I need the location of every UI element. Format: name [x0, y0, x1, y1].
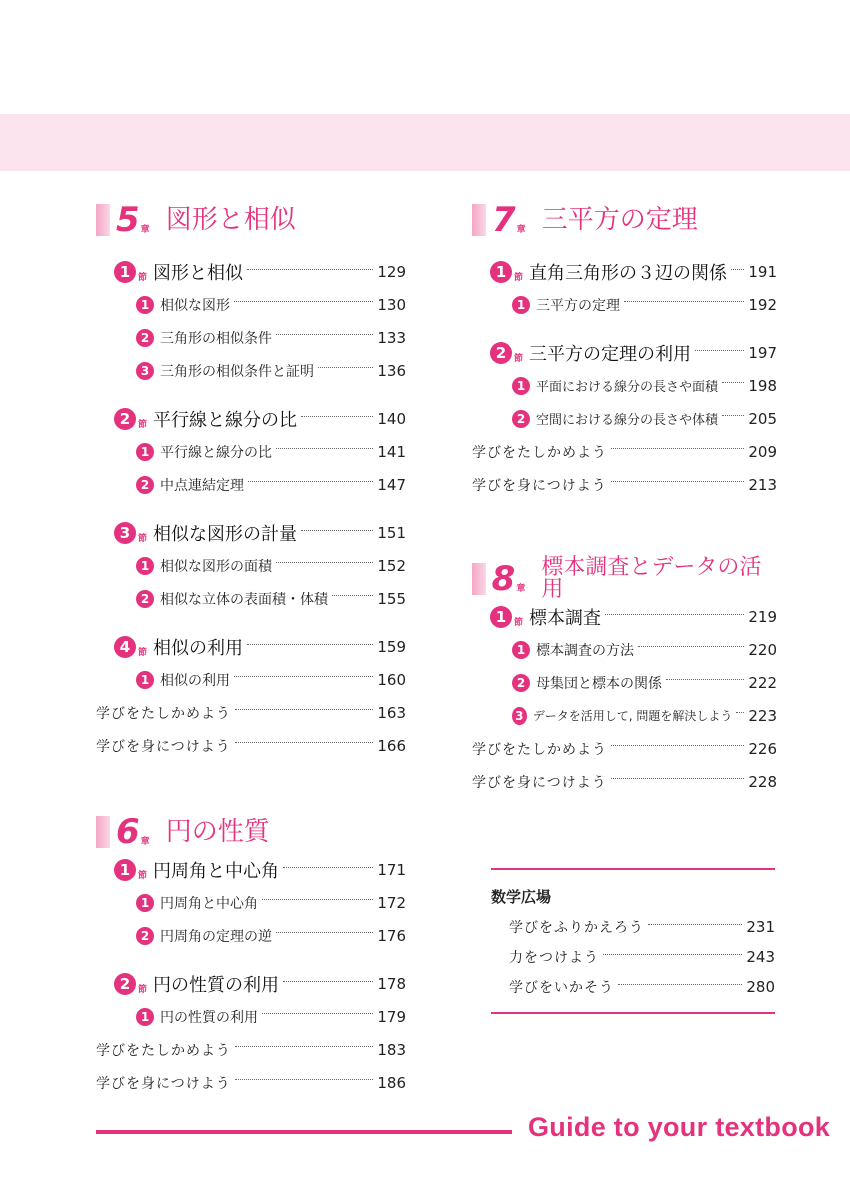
- section-mark: 節: [138, 984, 148, 995]
- leader-dots: [283, 981, 373, 982]
- chapter-5-heading[interactable]: [96, 200, 406, 240]
- subsection-number-badge: 2: [512, 410, 530, 428]
- subsection-number-badge: 1: [136, 1008, 154, 1026]
- section-title: 円の性質の利用: [153, 975, 280, 996]
- subsection-title: 円周角と中心角: [160, 895, 258, 912]
- toc-right-column: [472, 200, 777, 798]
- leader-dots: [695, 350, 744, 351]
- leader-dots: [618, 984, 742, 985]
- leader-dots: [648, 924, 742, 925]
- section-mark: 節: [514, 353, 524, 364]
- toc-subsection[interactable]: [472, 666, 777, 699]
- toc-extra[interactable]: [96, 1033, 406, 1066]
- leader-dots: [731, 269, 744, 270]
- section-title: 三平方の定理の利用: [529, 344, 692, 365]
- leader-dots: [276, 334, 373, 335]
- chapter-number: 5: [116, 200, 140, 240]
- header-band: [0, 114, 850, 171]
- chapter-8-heading[interactable]: [472, 555, 777, 602]
- footer-rule: [96, 1130, 512, 1134]
- page-number: 179: [377, 1007, 406, 1026]
- toc-section[interactable]: [96, 854, 406, 886]
- leader-dots: [666, 679, 744, 680]
- page-number: 222: [748, 673, 777, 692]
- toc-subsection[interactable]: [96, 354, 406, 387]
- section-number-badge: 1: [490, 261, 512, 283]
- leader-dots: [235, 709, 373, 710]
- toc-section[interactable]: [96, 517, 406, 549]
- chapter-6-heading[interactable]: [96, 812, 406, 852]
- section-title: 円周角と中心角: [153, 861, 280, 882]
- toc-extra[interactable]: [472, 732, 777, 765]
- toc-extra[interactable]: [472, 435, 777, 468]
- subsection-number-badge: 2: [136, 590, 154, 608]
- leader-dots: [247, 644, 373, 645]
- leader-dots: [611, 448, 744, 449]
- toc-extra[interactable]: [96, 729, 406, 762]
- page-number: 147: [377, 475, 406, 494]
- leader-dots: [235, 1079, 374, 1080]
- page-number: 186: [377, 1073, 406, 1092]
- leader-dots: [234, 301, 373, 302]
- toc-subsection[interactable]: [96, 1000, 406, 1033]
- extra-title: 学びをたしかめよう: [472, 444, 607, 461]
- chapter-title: 円の性質: [165, 817, 270, 847]
- subsection-number-badge: 3: [512, 707, 527, 725]
- toc-extra[interactable]: [472, 765, 777, 798]
- toc-extra[interactable]: [472, 468, 777, 501]
- chapter-mark: 章: [140, 836, 150, 847]
- toc-subsection[interactable]: [96, 549, 406, 582]
- toc-subsection[interactable]: [96, 582, 406, 615]
- page-number: 219: [748, 608, 777, 626]
- subsection-number-badge: 1: [136, 671, 154, 689]
- page-number: 183: [377, 1040, 406, 1059]
- leader-dots: [722, 415, 744, 416]
- toc-subsection[interactable]: [472, 699, 777, 732]
- chapter-title: 標本調査とデータの活用: [541, 555, 762, 602]
- leader-dots: [301, 416, 373, 417]
- section-mark: 節: [514, 272, 524, 283]
- section-mark: 節: [138, 647, 148, 658]
- subsection-number-badge: 1: [136, 296, 154, 314]
- page-number: 130: [377, 295, 406, 314]
- leader-dots: [248, 481, 373, 482]
- section-mark: 節: [514, 617, 524, 628]
- chapter-7-heading[interactable]: [472, 200, 777, 240]
- leader-dots: [262, 1013, 373, 1014]
- chapter-number: 7: [492, 200, 516, 240]
- subsection-title: 相似の利用: [160, 672, 230, 689]
- toc-subsection[interactable]: [96, 919, 406, 952]
- math-plaza-box: [491, 868, 775, 1014]
- page-number: 136: [377, 361, 406, 380]
- leader-dots: [624, 301, 744, 302]
- section-number-badge: 4: [114, 636, 136, 658]
- leader-dots: [611, 745, 744, 746]
- subsection-title: 平面における線分の長さや面積: [536, 380, 719, 395]
- section-title: 図形と相似: [153, 263, 244, 284]
- section-title: 直角三角形の３辺の関係: [529, 263, 728, 284]
- subsection-title: 相似な図形の面積: [160, 558, 272, 575]
- section-number-badge: 2: [114, 408, 136, 430]
- section-title: 標本調査: [529, 608, 602, 629]
- toc-subsection[interactable]: [472, 369, 777, 402]
- toc-section[interactable]: [96, 968, 406, 1000]
- leader-dots: [603, 954, 742, 955]
- extra-title: 学びを身につけよう: [96, 1075, 231, 1092]
- page-number: 155: [377, 589, 406, 608]
- toc-extra[interactable]: [509, 942, 775, 972]
- toc-section[interactable]: [472, 601, 777, 633]
- section-number-badge: 1: [114, 859, 136, 881]
- leader-dots: [301, 530, 373, 531]
- page-number: 159: [377, 638, 406, 656]
- toc-subsection[interactable]: [96, 288, 406, 321]
- page-number: 231: [746, 918, 775, 936]
- toc-extra[interactable]: [96, 1066, 406, 1099]
- extra-title: 学びをふりかえろう: [509, 920, 644, 936]
- section-mark: 節: [138, 272, 148, 283]
- subsection-title: 三角形の相似条件: [160, 330, 272, 347]
- subsection-title: 平行線と線分の比: [160, 444, 272, 461]
- page-number: 197: [748, 344, 777, 362]
- chapter-bar: [96, 816, 110, 848]
- page-number: 133: [377, 328, 406, 347]
- extra-title: 学びを身につけよう: [472, 477, 607, 494]
- subsection-title: 標本調査の方法: [536, 642, 634, 659]
- math-plaza-list: [509, 912, 775, 1002]
- subsection-number-badge: 1: [512, 377, 530, 395]
- leader-dots: [262, 899, 373, 900]
- page-number: 226: [748, 739, 777, 758]
- page-number: 166: [377, 736, 406, 755]
- subsection-number-badge: 3: [136, 362, 154, 380]
- toc-subsection[interactable]: [472, 633, 777, 666]
- leader-dots: [235, 1046, 373, 1047]
- toc-extra[interactable]: [96, 696, 406, 729]
- leader-dots: [283, 867, 373, 868]
- extra-title: 学びをたしかめよう: [96, 705, 231, 722]
- section-number-badge: 3: [114, 522, 136, 544]
- page-number: 176: [377, 926, 406, 945]
- toc-subsection[interactable]: [96, 321, 406, 354]
- subsection-number-badge: 1: [136, 894, 154, 912]
- toc-subsection[interactable]: [96, 663, 406, 696]
- toc-section[interactable]: [96, 403, 406, 435]
- toc-section[interactable]: [472, 256, 777, 288]
- chapter-bar: [96, 204, 110, 236]
- page-number: 205: [748, 409, 777, 428]
- page-number: 228: [748, 772, 777, 791]
- toc-section[interactable]: [472, 337, 777, 369]
- section-mark: 節: [138, 870, 148, 881]
- page-number: 198: [748, 376, 777, 395]
- subsection-number-badge: 1: [136, 557, 154, 575]
- page-number: 163: [377, 703, 406, 722]
- leader-dots: [235, 742, 374, 743]
- leader-dots: [722, 382, 744, 383]
- section-title: 相似の利用: [153, 638, 244, 659]
- toc-section[interactable]: [96, 631, 406, 663]
- page-number: 152: [377, 556, 406, 575]
- page-number: 213: [748, 475, 777, 494]
- subsection-number-badge: 2: [512, 674, 530, 692]
- page-number: 243: [746, 948, 775, 966]
- subsection-number-badge: 2: [136, 476, 154, 494]
- leader-dots: [611, 481, 745, 482]
- subsection-number-badge: 1: [512, 641, 530, 659]
- toc-left-column: [96, 200, 406, 1099]
- section-number-badge: 2: [114, 973, 136, 995]
- subsection-title: 三角形の相似条件と証明: [160, 363, 314, 380]
- page-number: 223: [748, 706, 777, 725]
- leader-dots: [247, 269, 373, 270]
- extra-title: 学びを身につけよう: [96, 738, 231, 755]
- subsection-title: 相似な図形: [160, 297, 230, 314]
- page-number: 280: [746, 978, 775, 996]
- chapter-title: 図形と相似: [165, 205, 296, 235]
- page-number: 178: [377, 975, 406, 993]
- subsection-title: 母集団と標本の関係: [536, 675, 662, 692]
- leader-dots: [234, 676, 373, 677]
- subsection-number-badge: 1: [512, 296, 530, 314]
- chapter-title: 三平方の定理: [541, 205, 698, 235]
- section-number-badge: 1: [114, 261, 136, 283]
- leader-dots: [276, 448, 373, 449]
- section-number-badge: 2: [490, 342, 512, 364]
- leader-dots: [605, 614, 744, 615]
- toc-subsection[interactable]: [472, 288, 777, 321]
- chapter-mark: 章: [516, 224, 526, 235]
- subsection-number-badge: 1: [136, 443, 154, 461]
- toc-extra[interactable]: [509, 912, 775, 942]
- section-mark: 節: [138, 419, 148, 430]
- footer-guide-text: Guide to your textbook: [528, 1112, 831, 1142]
- chapter-bar: [472, 204, 486, 236]
- math-plaza-title: 数学広場: [491, 888, 552, 906]
- leader-dots: [638, 646, 744, 647]
- chapter-number: 6: [116, 812, 140, 852]
- leader-dots: [276, 562, 373, 563]
- leader-dots: [318, 367, 373, 368]
- page-number: 209: [748, 442, 777, 461]
- page-number: 141: [377, 442, 406, 461]
- chapter-number: 8: [491, 559, 516, 599]
- leader-dots: [276, 932, 373, 933]
- chapter-bar: [472, 563, 486, 595]
- section-number-badge: 1: [490, 606, 512, 628]
- extra-title: 学びをいかそう: [509, 980, 614, 996]
- subsection-number-badge: 2: [136, 927, 154, 945]
- toc-section[interactable]: [96, 256, 406, 288]
- subsection-title: 空間における線分の長さや体積: [536, 413, 719, 428]
- subsection-title: 相似な立体の表面積・体積: [160, 591, 328, 608]
- subsection-number-badge: 2: [136, 329, 154, 347]
- toc-subsection[interactable]: [96, 468, 406, 501]
- page-number: 171: [377, 861, 406, 879]
- page-number: 172: [377, 893, 406, 912]
- toc-extra[interactable]: [509, 972, 775, 1002]
- toc-subsection[interactable]: [472, 402, 777, 435]
- extra-title: 力をつけよう: [509, 950, 599, 966]
- subsection-title: データを活用して, 問題を解決しよう: [532, 709, 733, 723]
- subsection-title: 三平方の定理: [536, 297, 620, 314]
- page-number: 129: [377, 263, 406, 281]
- chapter-mark: 章: [140, 224, 150, 235]
- leader-dots: [332, 595, 373, 596]
- leader-dots: [736, 712, 744, 713]
- page-number: 160: [377, 670, 406, 689]
- page-number: 220: [748, 640, 777, 659]
- section-title: 相似な図形の計量: [153, 524, 298, 545]
- extra-title: 学びをたしかめよう: [96, 1042, 231, 1059]
- extra-title: 学びをたしかめよう: [472, 741, 607, 758]
- page-number: 192: [748, 295, 777, 314]
- page-number: 151: [377, 524, 406, 542]
- page-number: 191: [748, 263, 777, 281]
- toc-subsection[interactable]: [96, 886, 406, 919]
- extra-title: 学びを身につけよう: [472, 774, 607, 791]
- chapter-mark: 章: [516, 583, 526, 594]
- subsection-title: 円周角の定理の逆: [160, 928, 272, 945]
- page-number: 140: [377, 410, 406, 428]
- subsection-title: 円の性質の利用: [160, 1009, 258, 1026]
- leader-dots: [611, 778, 745, 779]
- section-title: 平行線と線分の比: [153, 410, 298, 431]
- subsection-title: 中点連結定理: [160, 477, 244, 494]
- section-mark: 節: [138, 533, 148, 544]
- toc-subsection[interactable]: [96, 435, 406, 468]
